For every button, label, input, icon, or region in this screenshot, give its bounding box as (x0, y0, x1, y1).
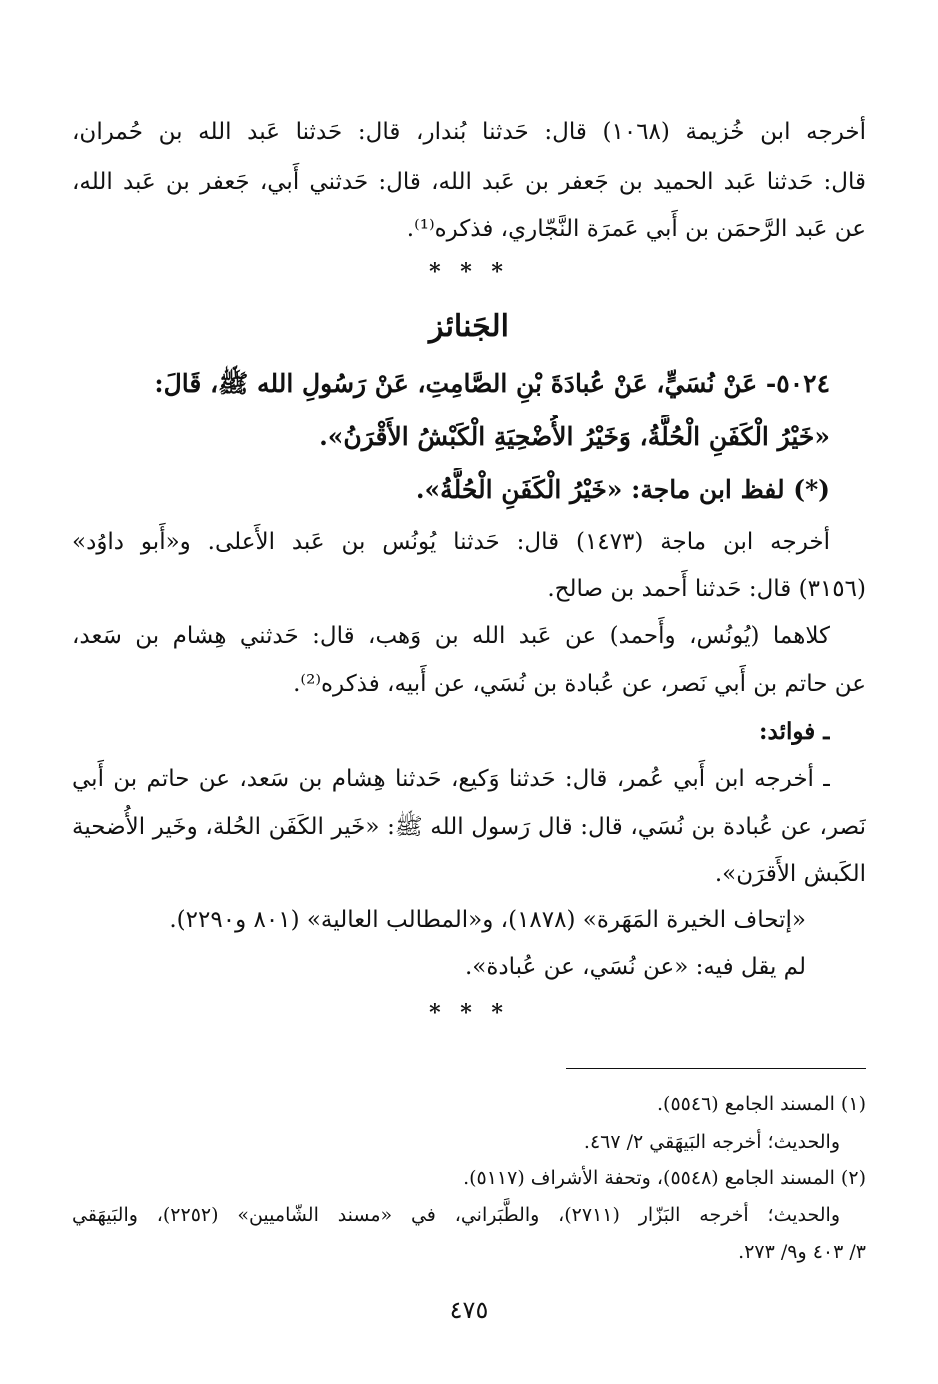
fawaid-line-5: لم يقل فيه: «عن نُسَي، عن عُبادة». (464, 954, 806, 980)
takhrij-line-1: أخرجه ابن ماجة (١٤٧٣) قال: حَدثنا يُونُس بن عَبد الأَعلى. و«أَبو داوُد» (72, 529, 830, 555)
intro-line-1: أخرجه ابن خُزيمة (١٠٦٨) قال: حَدثنا بُندار، قال: حَدثنا عَبد الله بن حُمران، (72, 119, 866, 145)
intro-line-3: عن عَبد الرَّحمَن بن أَبي عَمرَة النَّجّاري، فذكره⁽¹⁾. (406, 216, 866, 242)
footnote-2-line-2: والحديث؛ أخرجه البَزّار (٢٧١١)، والطَّبَراني، في «مسند الشّاميين» (٢٢٥٢)، والبَيهَقي (72, 1204, 840, 1226)
hadith-line-1: ٥٠٢٤- عَنْ نُسَيٍّ، عَنْ عُبادَةَ بْنِ الصَّامِتِ، عَنْ رَسُولِ الله ﷺ، قَالَ: (154, 369, 830, 398)
hadith-line-2: «خَيْرُ الْكَفَنِ الْحُلَّةُ، وَخَيْرُ الأُضْحِيَةِ الْكَبْشُ الأَقْرَنُ». (319, 422, 830, 451)
fawaid-line-2: نَصر، عن عُبادة بن نُسَي، قال: قال رَسول الله ﷺ: «خَير الكَفَن الحُلة، وخَير الأُضحية (72, 814, 866, 840)
footnote-2-line-3: ٣/ ٤٠٣ و٩/ ٢٧٣. (738, 1241, 866, 1263)
separator-stars-top: * * * (429, 259, 509, 285)
separator-stars-bottom: * * * (429, 1000, 509, 1026)
footnote-1-line-1: (١) المسند الجامع (٥٥٤٦). (657, 1093, 866, 1115)
fawaid-line-4: «إتحاف الخيرة المَهَرة» (١٨٧٨)، و«المطالب العالية» (٨٠١ و٢٢٩٠). (169, 907, 806, 933)
fawaid-title: ـ فوائد: (759, 718, 830, 745)
hadith-note: (*) لفظ ابن ماجة: «خَيْرُ الْكَفَنِ الْحُلَّةُ». (415, 475, 830, 504)
fawaid-line-3: الكَبش الأَقرَن». (714, 861, 866, 887)
footnote-2-line-1: (٢) المسند الجامع (٥٥٤٨)، وتحفة الأشراف (٥١١٧). (463, 1167, 866, 1189)
page-number: ٤٧٥ (449, 1296, 489, 1324)
fawaid-line-1: ـ أخرجه ابن أَبي عُمر، قال: حَدثنا وَكيع، حَدثنا هِشام بن سَعد، عن حاتم بن أَبي (72, 766, 830, 792)
takhrij-line-4: عن حاتم بن أَبي نَصر، عن عُبادة بن نُسَي، عن أَبيه، فذكره⁽²⁾. (293, 671, 866, 697)
section-title: الجَنائز (429, 309, 509, 344)
takhrij-line-3: كلاهما (يُونُس، وأَحمد) عن عَبد الله بن وَهب، قال: حَدثني هِشام بن سَعد، (72, 623, 830, 649)
footnote-1-line-2: والحديث؛ أخرجه البَيهَقي ٢/ ٤٦٧. (583, 1131, 840, 1153)
footnote-divider (566, 1068, 866, 1069)
intro-line-2: قال: حَدثنا عَبد الحميد بن جَعفر بن عَبد الله، قال: حَدثني أَبي، جَعفر بن عَبد الله، (72, 169, 866, 195)
takhrij-line-2: (٣١٥٦) قال: حَدثنا أَحمد بن صالح. (547, 576, 866, 602)
